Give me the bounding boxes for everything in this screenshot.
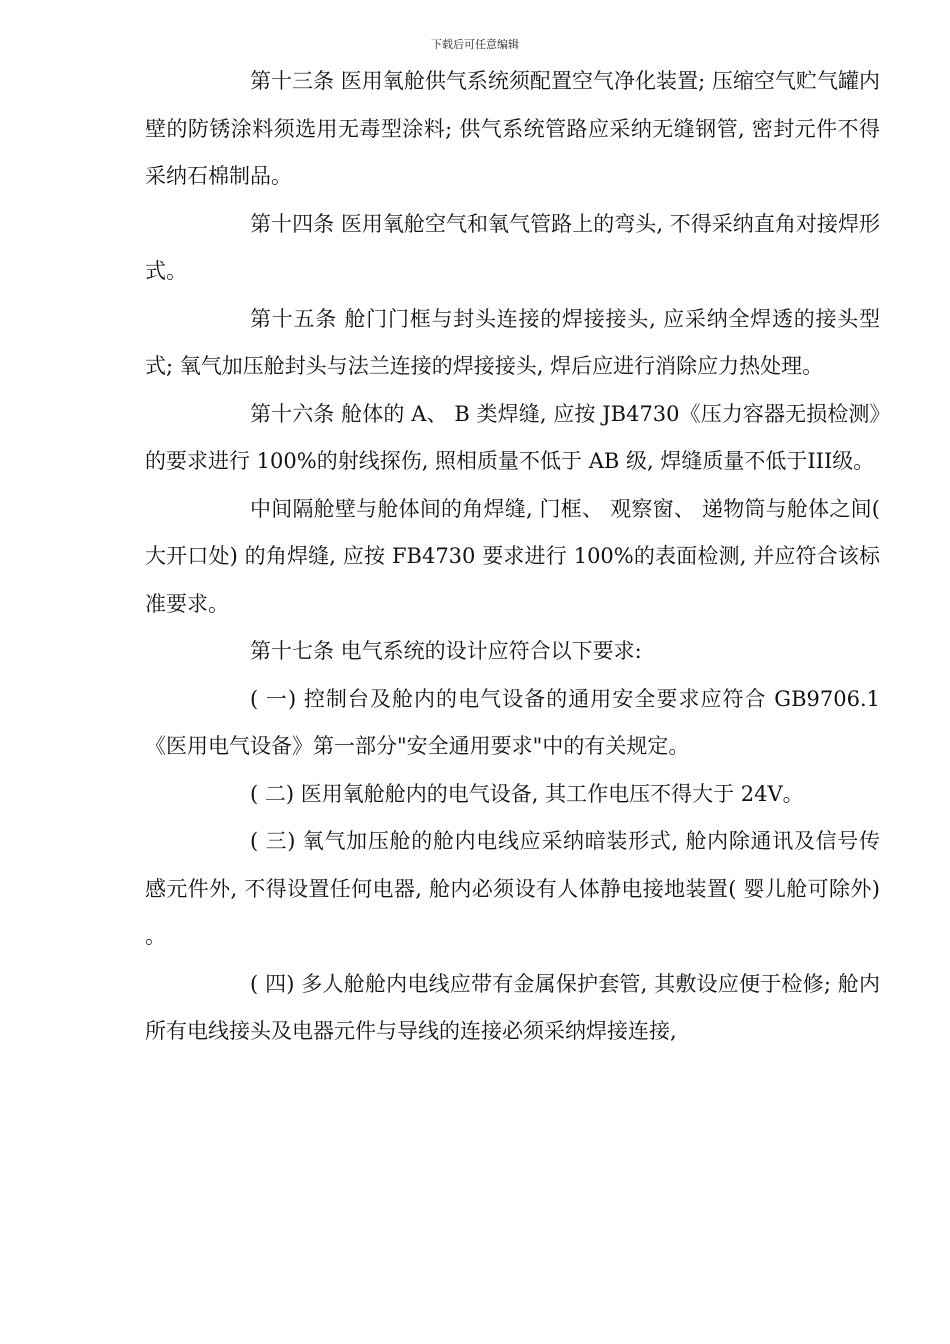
article-17-item-3: ( 三) 氧气加压舱的舱内电线应采纳暗装形式, 舱内除通讯及信号传感元件外, 不得设置任何电器, 舱内必须设有人体静电接地装置( 婴儿舱可除外) 。 — [145, 829, 880, 948]
article-16-paragraph: 第十六条 舱体的 A、 B 类焊缝, 应按 JB4730《压力容器无损检测》的要求进行 100%的射线探伤, 照相质量不低于 AB 级, 焊缝质量不低于III级。 — [145, 401, 880, 473]
article-17-paragraph: 第十七条 电气系统的设计应符合以下要求: — [250, 639, 642, 663]
document-body — [145, 58, 880, 1056]
article-17-item-4: ( 四) 多人舱舱内电线应带有金属保护套管, 其敷设应便于检修; 舱内所有电线接头及电器元件与导线的连接必须采纳焊接连接, — [145, 971, 880, 1043]
page-header: 下载后可任意编辑 — [431, 38, 519, 51]
article-14-paragraph: 第十四条 医用氧舱空气和氧气管路上的弯头, 不得采纳直角对接焊形式。 — [145, 211, 880, 283]
article-17-item-2: ( 二) 医用氧舱舱内的电气设备, 其工作电压不得大于 24V。 — [250, 781, 804, 806]
article-13-paragraph: 第十三条 医用氧舱供气系统须配置空气净化装置; 压缩空气贮气罐内壁的防锈涂料须选用无毒型涂料; 供气系统管路应采纳无缝钢管, 密封元件不得采纳石棉制品。 — [145, 69, 880, 188]
article-16-continuation-paragraph: 中间隔舱壁与舱体间的角焊缝, 门框、 观察窗、 递物筒与舱体之间( 大开口处) 的角焊缝, 应按 FB4730 要求进行 100%的表面检测, 并应符合该标准要求。 — [145, 496, 880, 616]
article-17-item-1: ( 一) 控制台及舱内的电气设备的通用安全要求应符合 GB9706.1《医用电气设备》第一部分"安全通用要求"中的有关规定。 — [145, 686, 880, 758]
article-15-paragraph: 第十五条 舱门门框与封头连接的焊接接头, 应采纳全焊透的接头型式; 氧气加压舱封头与法兰连接的焊接接头, 焊后应进行消除应力热处理。 — [145, 306, 880, 378]
